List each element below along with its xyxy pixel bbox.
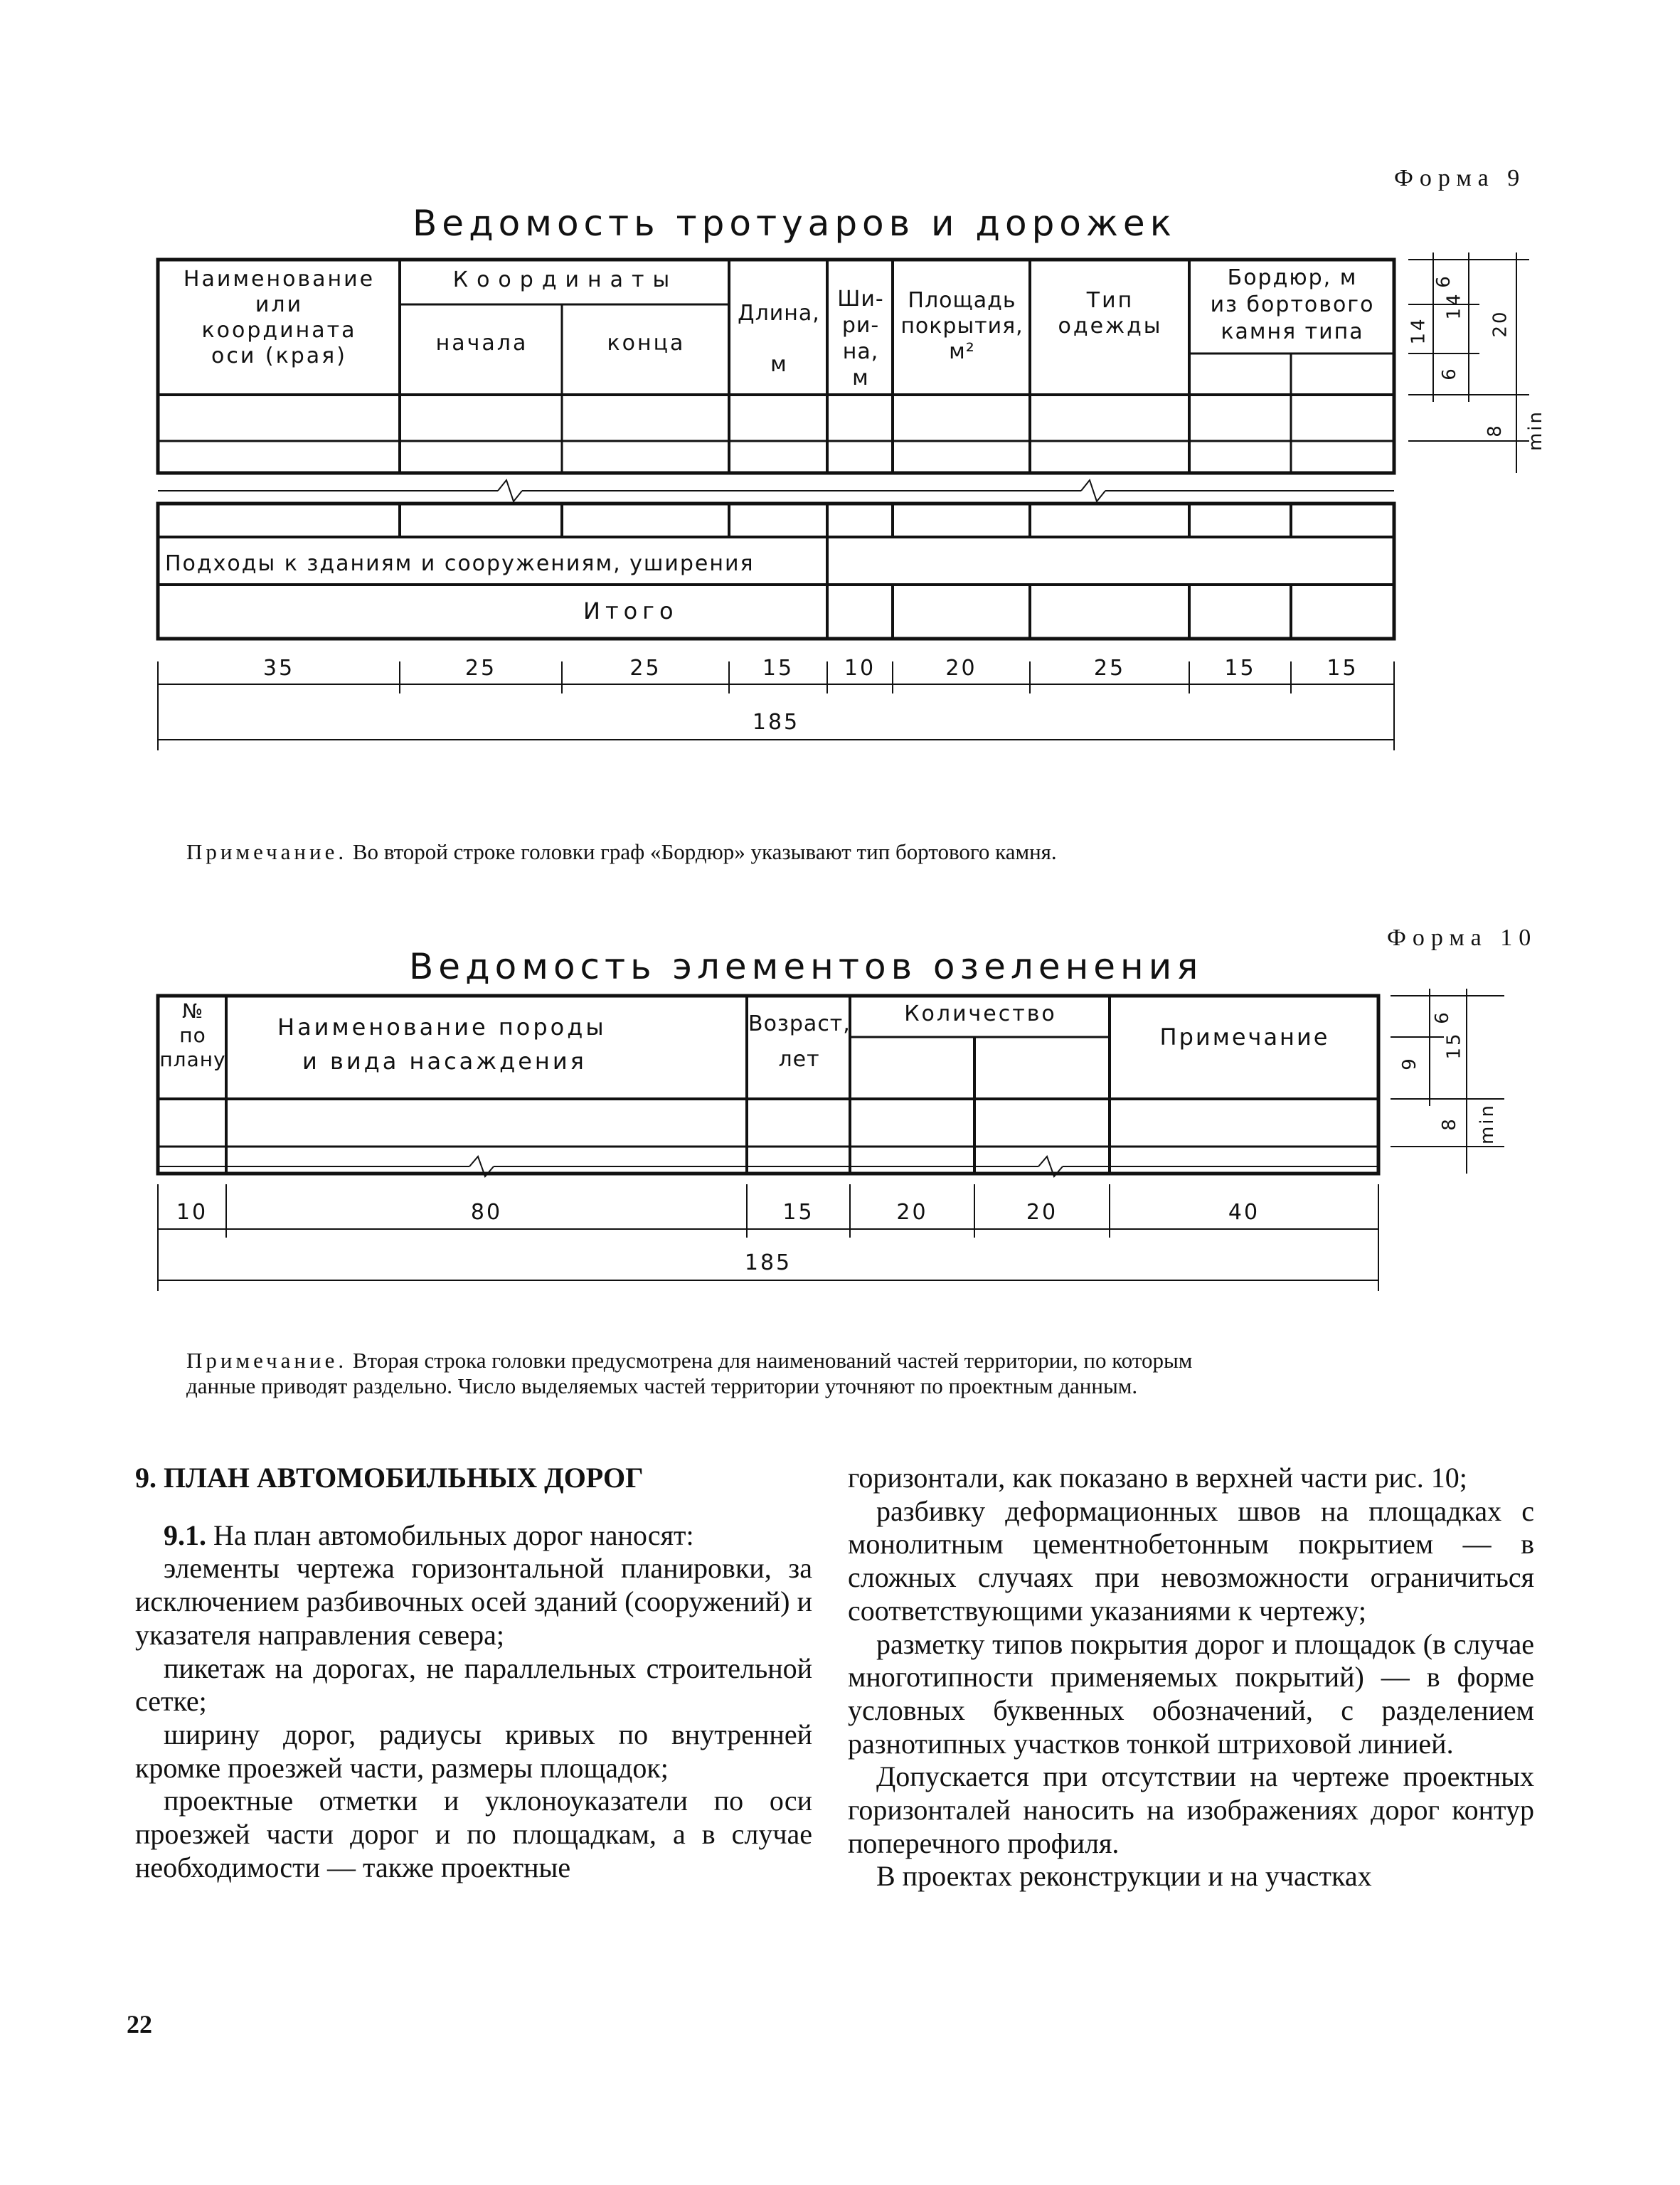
form9-dim-col6: 20 bbox=[945, 656, 977, 681]
form10-dim-col5: 20 bbox=[1026, 1200, 1058, 1225]
note2-label: Примечание. bbox=[186, 1348, 348, 1373]
form9-dim-col8: 15 bbox=[1224, 656, 1256, 681]
header-line: на, bbox=[842, 339, 879, 364]
header-line: камня типа bbox=[1221, 319, 1364, 344]
header-line: одежды bbox=[1058, 314, 1163, 339]
form9-row-total: Итого bbox=[583, 597, 679, 624]
form9-header-type bbox=[1031, 288, 1189, 339]
form10-dim-col1: 10 bbox=[176, 1200, 208, 1225]
form10-title: Ведомость элементов озеленения bbox=[409, 946, 1203, 987]
form9-dim-col7: 25 bbox=[1093, 656, 1126, 681]
note2 bbox=[186, 1348, 1538, 1399]
form9-header-name bbox=[160, 267, 398, 369]
left-column bbox=[135, 1462, 812, 1884]
header-line: или bbox=[255, 292, 304, 317]
form10-header-num bbox=[159, 999, 226, 1072]
header-line: Возраст, bbox=[748, 1011, 851, 1036]
form10-dim-col3: 15 bbox=[782, 1200, 814, 1225]
header-line: Наименование bbox=[183, 267, 376, 292]
page-number: 22 bbox=[127, 2010, 152, 2038]
header-line: м bbox=[852, 366, 869, 390]
form9-side-dim-14b: 14 bbox=[1443, 292, 1465, 320]
paragraph: В проектах реконструкции и на участках bbox=[876, 1860, 1372, 1893]
form9-dim-total: 185 bbox=[752, 710, 800, 735]
form9-side-dim-14a: 14 bbox=[1408, 317, 1430, 345]
header-line: Бордюр, м bbox=[1227, 265, 1358, 290]
header-line: по bbox=[179, 1024, 206, 1047]
header-line: № bbox=[181, 999, 204, 1023]
header-line: Ши- bbox=[837, 287, 884, 312]
form10-side-dim-8: 8 bbox=[1438, 1117, 1460, 1131]
form10-side-dim-min: min bbox=[1477, 1102, 1499, 1145]
paragraph: Допускается при отсутствии на чертеже проектных горизонталей наносить на изображениях дорог контур поперечного профиля. bbox=[848, 1760, 1534, 1859]
form9-side-dim-8: 8 bbox=[1484, 423, 1506, 437]
clause-9-1 bbox=[135, 1519, 812, 1553]
header-line: лет bbox=[778, 1047, 820, 1072]
header-line: из бортового bbox=[1210, 292, 1375, 317]
header-line: Наименование породы bbox=[277, 1014, 607, 1041]
form10-header-age bbox=[748, 1006, 850, 1078]
form9-title: Ведомость тротуаров и дорожек bbox=[413, 203, 1176, 244]
list-item: проектные отметки и уклоноуказатели по оси проезжей части дорог и по площадкам, а в случае необходимости — также проектные bbox=[135, 1785, 812, 1883]
list-item: пикетаж на дорогах, не параллельных строительной сетке; bbox=[135, 1652, 812, 1718]
header-line: м bbox=[770, 352, 787, 377]
form9-dim-col9: 15 bbox=[1327, 656, 1359, 681]
form9-header-start: начала bbox=[435, 331, 528, 356]
form9-side-dim-min: min bbox=[1525, 409, 1547, 452]
form9-dim-col1: 35 bbox=[262, 656, 295, 681]
form9-header-length bbox=[730, 288, 827, 390]
form9-dim-col4: 15 bbox=[762, 656, 794, 681]
note1 bbox=[186, 838, 1057, 866]
form9-header-area bbox=[894, 288, 1030, 365]
form10-dim-col2: 80 bbox=[470, 1200, 503, 1225]
header-line: ри- bbox=[841, 313, 880, 338]
form10-header-qty: Количество bbox=[904, 1001, 1057, 1026]
form10-dim-col6: 40 bbox=[1228, 1200, 1260, 1225]
form9-dim-col5: 10 bbox=[844, 656, 876, 681]
form10-side-dim-15: 15 bbox=[1443, 1031, 1465, 1060]
form10-label: Форма 10 bbox=[1387, 925, 1538, 951]
form9-header-curb bbox=[1191, 265, 1394, 346]
header-line: координата bbox=[201, 318, 357, 343]
note1-label: Примечание. bbox=[186, 839, 348, 864]
form10-side-dim-9: 9 bbox=[1398, 1056, 1420, 1070]
form9-header-coords: Координаты bbox=[452, 267, 679, 292]
right-column bbox=[848, 1462, 1534, 1893]
form10-header-name bbox=[277, 1010, 607, 1078]
clause-number: 9.1. bbox=[164, 1519, 206, 1551]
header-line: оси (края) bbox=[211, 344, 347, 368]
form9-header-width bbox=[829, 286, 893, 391]
form9-side-dim-6: 6 bbox=[1432, 274, 1455, 288]
list-item: разметку типов покрытия дорог и площадок (в случае многотипности применяемых покрытий) — в форме условных буквенных обозначений, с разделением разнотипных участков тонкой штриховой линией. bbox=[848, 1627, 1534, 1760]
form10-side-dim-6: 6 bbox=[1431, 1010, 1453, 1024]
form10-header-remark: Примечание bbox=[1159, 1024, 1330, 1051]
form9-dim-col3: 25 bbox=[629, 656, 661, 681]
form10-dim-total: 185 bbox=[744, 1250, 792, 1275]
form10-dim-col4: 20 bbox=[896, 1200, 928, 1225]
note2-line2: данные приводят раздельно. Число выделяемых частей территории уточняют по проектным данным. bbox=[186, 1373, 1138, 1398]
clause-text: На план автомобильных дорог наносят: bbox=[213, 1519, 694, 1551]
form9-label: Форма 9 bbox=[1394, 165, 1526, 191]
list-item: горизонтали, как показано в верхней части рис. 10; bbox=[848, 1462, 1467, 1494]
form9-side-dim-6b: 6 bbox=[1438, 366, 1460, 381]
header-line: плану bbox=[159, 1048, 226, 1071]
header-line: Длина, bbox=[738, 301, 820, 326]
form9-row-approaches: Подходы к зданиям и сооружениям, уширения bbox=[165, 551, 755, 576]
header-line: м² bbox=[949, 339, 975, 364]
form9-dim-col2: 25 bbox=[464, 656, 497, 681]
list-item: разбивку деформационных швов на площадках с монолитным цементнобетонным покрытием — в сложных случаях при невозможности ограничиться соответствующими указаниями к чертежу; bbox=[848, 1494, 1534, 1627]
list-item: ширину дорог, радиусы кривых по внутренней кромке проезжей части, размеры площадок; bbox=[135, 1718, 812, 1784]
header-line: и вида насаждения bbox=[302, 1048, 587, 1075]
header-line: Площадь bbox=[908, 288, 1016, 313]
form9-header-end: конца bbox=[607, 331, 686, 356]
list-item: элементы чертежа горизонтальной планировки, за исключением разбивочных осей зданий (сооружений) и указателя направления севера; bbox=[135, 1552, 812, 1651]
section-heading: 9. ПЛАН АВТОМОБИЛЬНЫХ ДОРОГ bbox=[135, 1462, 644, 1494]
header-line: Тип bbox=[1086, 288, 1134, 313]
form9-side-dim-20: 20 bbox=[1489, 309, 1511, 338]
header-line: покрытия, bbox=[900, 314, 1024, 339]
note2-line1: Вторая строка головки предусмотрена для наименований частей территории, по которым bbox=[352, 1348, 1193, 1373]
note1-text: Во второй строке головки граф «Бордюр» указывают тип бортового камня. bbox=[352, 839, 1057, 864]
